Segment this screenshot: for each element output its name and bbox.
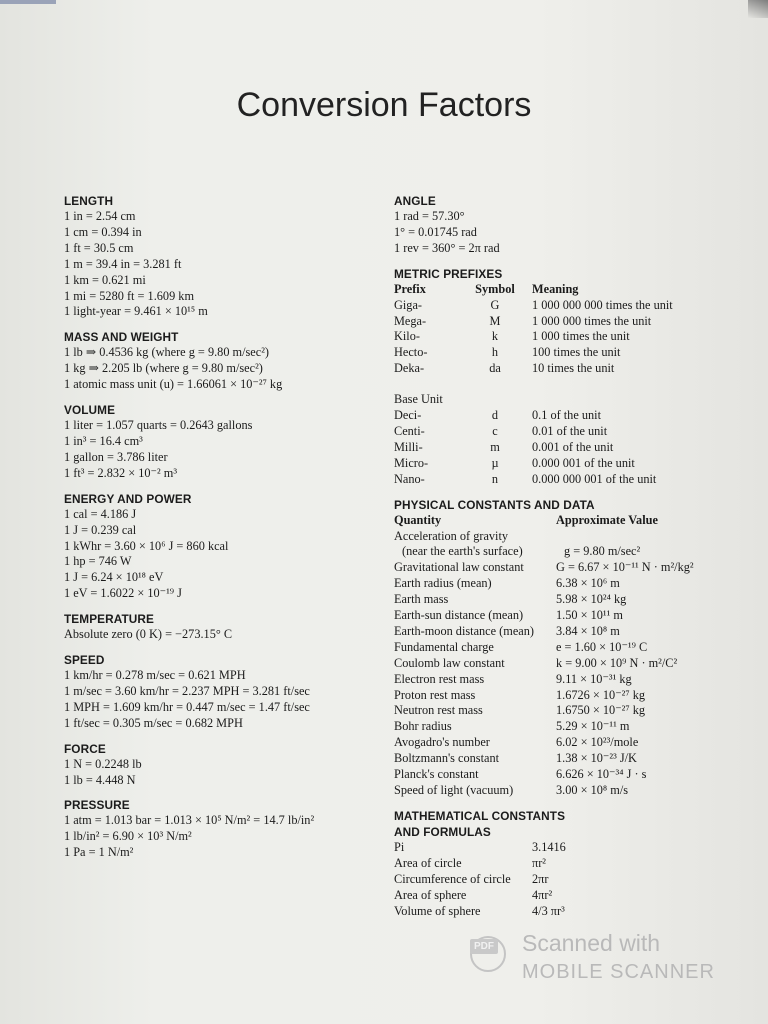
prefix-row xyxy=(394,456,739,472)
formula-name: Volume of sphere xyxy=(394,903,481,918)
constant-name: Electron rest mass xyxy=(394,671,485,686)
conversion-line: 1 lb = 4.448 N xyxy=(64,772,136,787)
base-unit-label: Base Unit xyxy=(394,392,443,407)
prefix-symbol: n xyxy=(491,471,499,486)
constant-value: G = 6.67 × 10⁻¹¹ N · m²/kg² xyxy=(556,560,694,575)
force-section xyxy=(64,741,384,789)
formula-value: 4πr² xyxy=(532,887,553,902)
constant-row xyxy=(394,688,739,704)
prefix-symbol: G xyxy=(490,297,500,312)
prefix-row xyxy=(394,424,739,440)
formula-name: Pi xyxy=(394,839,405,854)
constant-value: g = 9.80 m/sec² xyxy=(564,544,641,559)
conversion-line: 1 light-year = 9.461 × 10¹⁵ m xyxy=(64,304,208,319)
scanner-watermark xyxy=(470,930,730,990)
constant-name: Neutron rest mass xyxy=(394,703,483,718)
conversion-line: 1 cal = 4.186 J xyxy=(64,506,137,521)
section-header: ENERGY AND POWER xyxy=(64,491,192,506)
watermark-line-1: Scanned with xyxy=(522,930,661,956)
formula-value: 4/3 πr³ xyxy=(532,903,565,918)
conversion-line: Absolute zero (0 K) = −273.15° C xyxy=(64,627,233,642)
prefix-meaning: 1 000 000 times the unit xyxy=(532,313,652,328)
constant-name: Fundamental charge xyxy=(394,639,494,654)
formula-row xyxy=(394,856,739,872)
section-header: VOLUME xyxy=(64,403,116,418)
constant-row xyxy=(394,783,739,799)
conversion-line: 1 MPH = 1.609 km/hr = 0.447 m/sec = 1.47 ft/sec xyxy=(64,699,310,714)
prefix-symbol: d xyxy=(491,408,499,423)
conversion-line: 1 kWhr = 3.60 × 10⁶ J = 860 kcal xyxy=(64,538,229,553)
constant-value: 1.38 × 10⁻²³ J/K xyxy=(556,751,637,766)
prefix-name: Milli- xyxy=(394,439,423,454)
conversion-line: 1 atomic mass unit (u) = 1.66061 × 10⁻²⁷ kg xyxy=(64,377,283,392)
constant-name: Earth-sun distance (mean) xyxy=(394,608,524,623)
constants-table-header xyxy=(394,513,739,529)
physical-constants-section xyxy=(394,497,739,799)
prefix-name: Hecto- xyxy=(394,345,428,360)
mass-section xyxy=(64,329,384,393)
prefix-name: Mega- xyxy=(394,313,427,328)
scan-edge-shadow xyxy=(748,0,768,18)
watermark-line-2: MOBILE SCANNER xyxy=(522,961,715,983)
conversion-line: 1° = 0.01745 rad xyxy=(394,224,477,239)
prefix-row xyxy=(394,345,739,361)
column-header: Symbol xyxy=(475,281,515,296)
constant-value: k = 9.00 × 10⁹ N · m²/C² xyxy=(556,655,678,670)
formula-value: 3.1416 xyxy=(532,839,566,854)
constant-value: 5.29 × 10⁻¹¹ m xyxy=(556,719,630,734)
constant-row xyxy=(394,576,739,592)
conversion-line: 1 ft = 30.5 cm xyxy=(64,240,134,255)
scan-edge-mark xyxy=(0,0,56,4)
constant-row xyxy=(394,560,739,576)
section-header: LENGTH xyxy=(64,194,114,208)
conversion-line: 1 hp = 746 W xyxy=(64,554,132,569)
constant-value: 3.00 × 10⁸ m/s xyxy=(556,783,629,797)
conversion-line: 1 m = 39.4 in = 3.281 ft xyxy=(64,256,182,271)
conversion-line: 1 lb/in² = 6.90 × 10³ N/m² xyxy=(64,829,192,844)
length-section xyxy=(64,193,384,320)
prefix-symbol: µ xyxy=(491,455,499,470)
constant-name: Planck's constant xyxy=(394,767,479,782)
prefix-meaning: 0.000 001 of the unit xyxy=(532,455,635,470)
section-header: ANGLE xyxy=(394,194,436,208)
math-constants-section xyxy=(394,808,739,920)
conversion-line: 1 lb ⇒ 0.4536 kg (where g = 9.80 m/sec²) xyxy=(64,345,270,360)
temperature-section xyxy=(64,611,384,643)
prefix-symbol: h xyxy=(491,345,499,360)
prefix-symbol: k xyxy=(491,329,499,344)
conversion-line: 1 m/sec = 3.60 km/hr = 2.237 MPH = 3.281 ft/sec xyxy=(64,683,310,698)
conversion-line: 1 cm = 0.394 in xyxy=(64,224,142,239)
metric-prefixes-section xyxy=(394,266,739,488)
constant-name: Earth radius (mean) xyxy=(394,576,492,591)
prefix-meaning: 0.000 000 001 of the unit xyxy=(532,471,657,486)
constant-value: 6.02 × 10²³/mole xyxy=(556,735,639,750)
prefix-meaning: 1 000 000 000 times the unit xyxy=(532,297,673,312)
constant-row xyxy=(394,608,739,624)
prefix-name: Micro- xyxy=(394,455,429,470)
section-header: MATHEMATICAL CONSTANTS xyxy=(394,808,566,823)
constant-row xyxy=(394,735,739,751)
spacer xyxy=(394,377,739,392)
constant-name: Avogadro's number xyxy=(394,735,490,750)
formula-value: 2πr xyxy=(532,871,549,886)
prefix-meaning: 1 000 times the unit xyxy=(532,329,630,344)
constant-value: 6.626 × 10⁻³⁴ J · s xyxy=(556,767,647,782)
constant-value: 9.11 × 10⁻³¹ kg xyxy=(556,671,632,686)
prefix-name: Kilo- xyxy=(394,329,420,344)
energy-section xyxy=(64,491,384,602)
column-header: Approximate Value xyxy=(556,512,658,527)
section-header: MASS AND WEIGHT xyxy=(64,330,179,345)
prefix-row xyxy=(394,408,739,424)
section-header: SPEED xyxy=(64,653,105,668)
constant-name: Boltzmann's constant xyxy=(394,751,500,766)
prefix-name: Nano- xyxy=(394,471,425,486)
constant-value: 5.98 × 10²⁴ kg xyxy=(556,592,627,607)
constant-row xyxy=(394,592,739,608)
formula-row xyxy=(394,840,739,856)
conversion-line: 1 mi = 5280 ft = 1.609 km xyxy=(64,288,195,303)
conversion-line: 1 N = 0.2248 lb xyxy=(64,756,142,771)
prefix-row xyxy=(394,361,739,377)
conversion-line: 1 kg ⇒ 2.205 lb (where g = 9.80 m/sec²) xyxy=(64,361,263,376)
column-header: Meaning xyxy=(532,281,579,296)
prefix-symbol: M xyxy=(489,313,501,328)
prefix-name: Centi- xyxy=(394,423,425,438)
constant-row xyxy=(394,719,739,735)
section-header: PHYSICAL CONSTANTS AND DATA xyxy=(394,497,595,512)
conversion-line: 1 atm = 1.013 bar = 1.013 × 10⁵ N/m² = 14.7 lb/in² xyxy=(64,813,315,828)
constant-name: Proton rest mass xyxy=(394,687,476,702)
prefix-meaning: 0.01 of the unit xyxy=(532,423,608,438)
constant-name: Earth-moon distance (mean) xyxy=(394,623,534,638)
conversion-line: 1 J = 6.24 × 10¹⁸ eV xyxy=(64,570,164,585)
conversion-line: 1 rev = 360° = 2π rad xyxy=(394,240,500,255)
constant-name: Coulomb law constant xyxy=(394,655,505,670)
constant-row xyxy=(394,544,739,560)
conversion-line: 1 ft³ = 2.832 × 10⁻² m³ xyxy=(64,465,178,480)
angle-section xyxy=(394,193,739,257)
column-header: Quantity xyxy=(394,512,442,527)
prefix-table-header xyxy=(394,282,739,298)
section-header: FORCE xyxy=(64,741,106,756)
formula-row xyxy=(394,904,739,920)
prefix-row xyxy=(394,329,739,345)
constant-row xyxy=(394,624,739,640)
prefix-row xyxy=(394,298,739,314)
section-header: TEMPERATURE xyxy=(64,612,155,627)
prefix-row xyxy=(394,440,739,456)
formula-name: Circumference of circle xyxy=(394,871,511,886)
section-header: AND FORMULAS xyxy=(394,824,491,839)
constant-name: Speed of light (vacuum) xyxy=(394,783,514,797)
formula-value: πr² xyxy=(532,855,546,870)
column-header: Prefix xyxy=(394,281,426,296)
conversion-line: 1 in = 2.54 cm xyxy=(64,209,136,223)
conversion-line: 1 liter = 1.057 quarts = 0.2643 gallons xyxy=(64,418,253,433)
prefix-name: Deci- xyxy=(394,408,422,423)
prefix-meaning: 100 times the unit xyxy=(532,345,621,360)
constant-row xyxy=(394,656,739,672)
left-column xyxy=(64,193,384,870)
conversion-line: 1 eV = 1.6022 × 10⁻¹⁹ J xyxy=(64,586,182,601)
formula-name: Area of sphere xyxy=(394,887,467,902)
page-title: Conversion Factors xyxy=(236,86,532,124)
prefix-name: Giga- xyxy=(394,297,422,312)
conversion-line: 1 km = 0.621 mi xyxy=(64,272,146,287)
right-column xyxy=(394,193,739,928)
prefix-symbol: c xyxy=(492,423,498,438)
prefix-meaning: 0.001 of the unit xyxy=(532,439,614,454)
constant-value: 6.38 × 10⁶ m xyxy=(556,576,620,591)
conversion-line: 1 Pa = 1 N/m² xyxy=(64,845,134,860)
conversion-line: 1 J = 0.239 cal xyxy=(64,522,137,537)
prefix-row xyxy=(394,472,739,488)
constant-value: e = 1.60 × 10⁻¹⁹ C xyxy=(556,639,648,654)
constant-value: 1.6726 × 10⁻²⁷ kg xyxy=(556,687,646,702)
constant-value: 3.84 × 10⁸ m xyxy=(556,623,620,638)
constant-value: 1.6750 × 10⁻²⁷ kg xyxy=(556,703,646,718)
conversion-line: 1 rad = 57.30° xyxy=(394,209,465,223)
prefix-symbol: m xyxy=(490,439,500,454)
constant-row xyxy=(394,767,739,783)
prefix-meaning: 0.1 of the unit xyxy=(532,408,601,423)
prefix-meaning: 10 times the unit xyxy=(532,361,615,376)
conversion-line: 1 km/hr = 0.278 m/sec = 0.621 MPH xyxy=(64,668,246,683)
constant-row xyxy=(394,703,739,719)
constant-name: (near the earth's surface) xyxy=(402,544,523,559)
formula-row xyxy=(394,872,739,888)
constant-name: Acceleration of gravity xyxy=(394,528,509,543)
formula-name: Area of circle xyxy=(394,855,462,870)
section-header: METRIC PREFIXES xyxy=(394,266,503,281)
prefix-name: Deka- xyxy=(394,361,425,376)
speed-section xyxy=(64,652,384,732)
constant-name: Earth mass xyxy=(394,592,449,607)
constant-row xyxy=(394,672,739,688)
constant-row xyxy=(394,751,739,767)
formula-row xyxy=(394,888,739,904)
constant-name: Gravitational law constant xyxy=(394,560,524,575)
constant-value: 1.50 × 10¹¹ m xyxy=(556,608,623,623)
section-header: PRESSURE xyxy=(64,798,130,813)
conversion-line: 1 gallon = 3.786 liter xyxy=(64,449,168,464)
conversion-line: 1 in³ = 16.4 cm³ xyxy=(64,433,143,448)
volume-section xyxy=(64,402,384,482)
constant-row xyxy=(394,640,739,656)
conversion-line: 1 ft/sec = 0.305 m/sec = 0.682 MPH xyxy=(64,715,243,730)
constant-name: Bohr radius xyxy=(394,719,452,734)
prefix-row xyxy=(394,314,739,330)
prefix-symbol: da xyxy=(489,361,501,376)
pressure-section xyxy=(64,797,384,861)
pdf-badge: PDF xyxy=(470,939,498,954)
